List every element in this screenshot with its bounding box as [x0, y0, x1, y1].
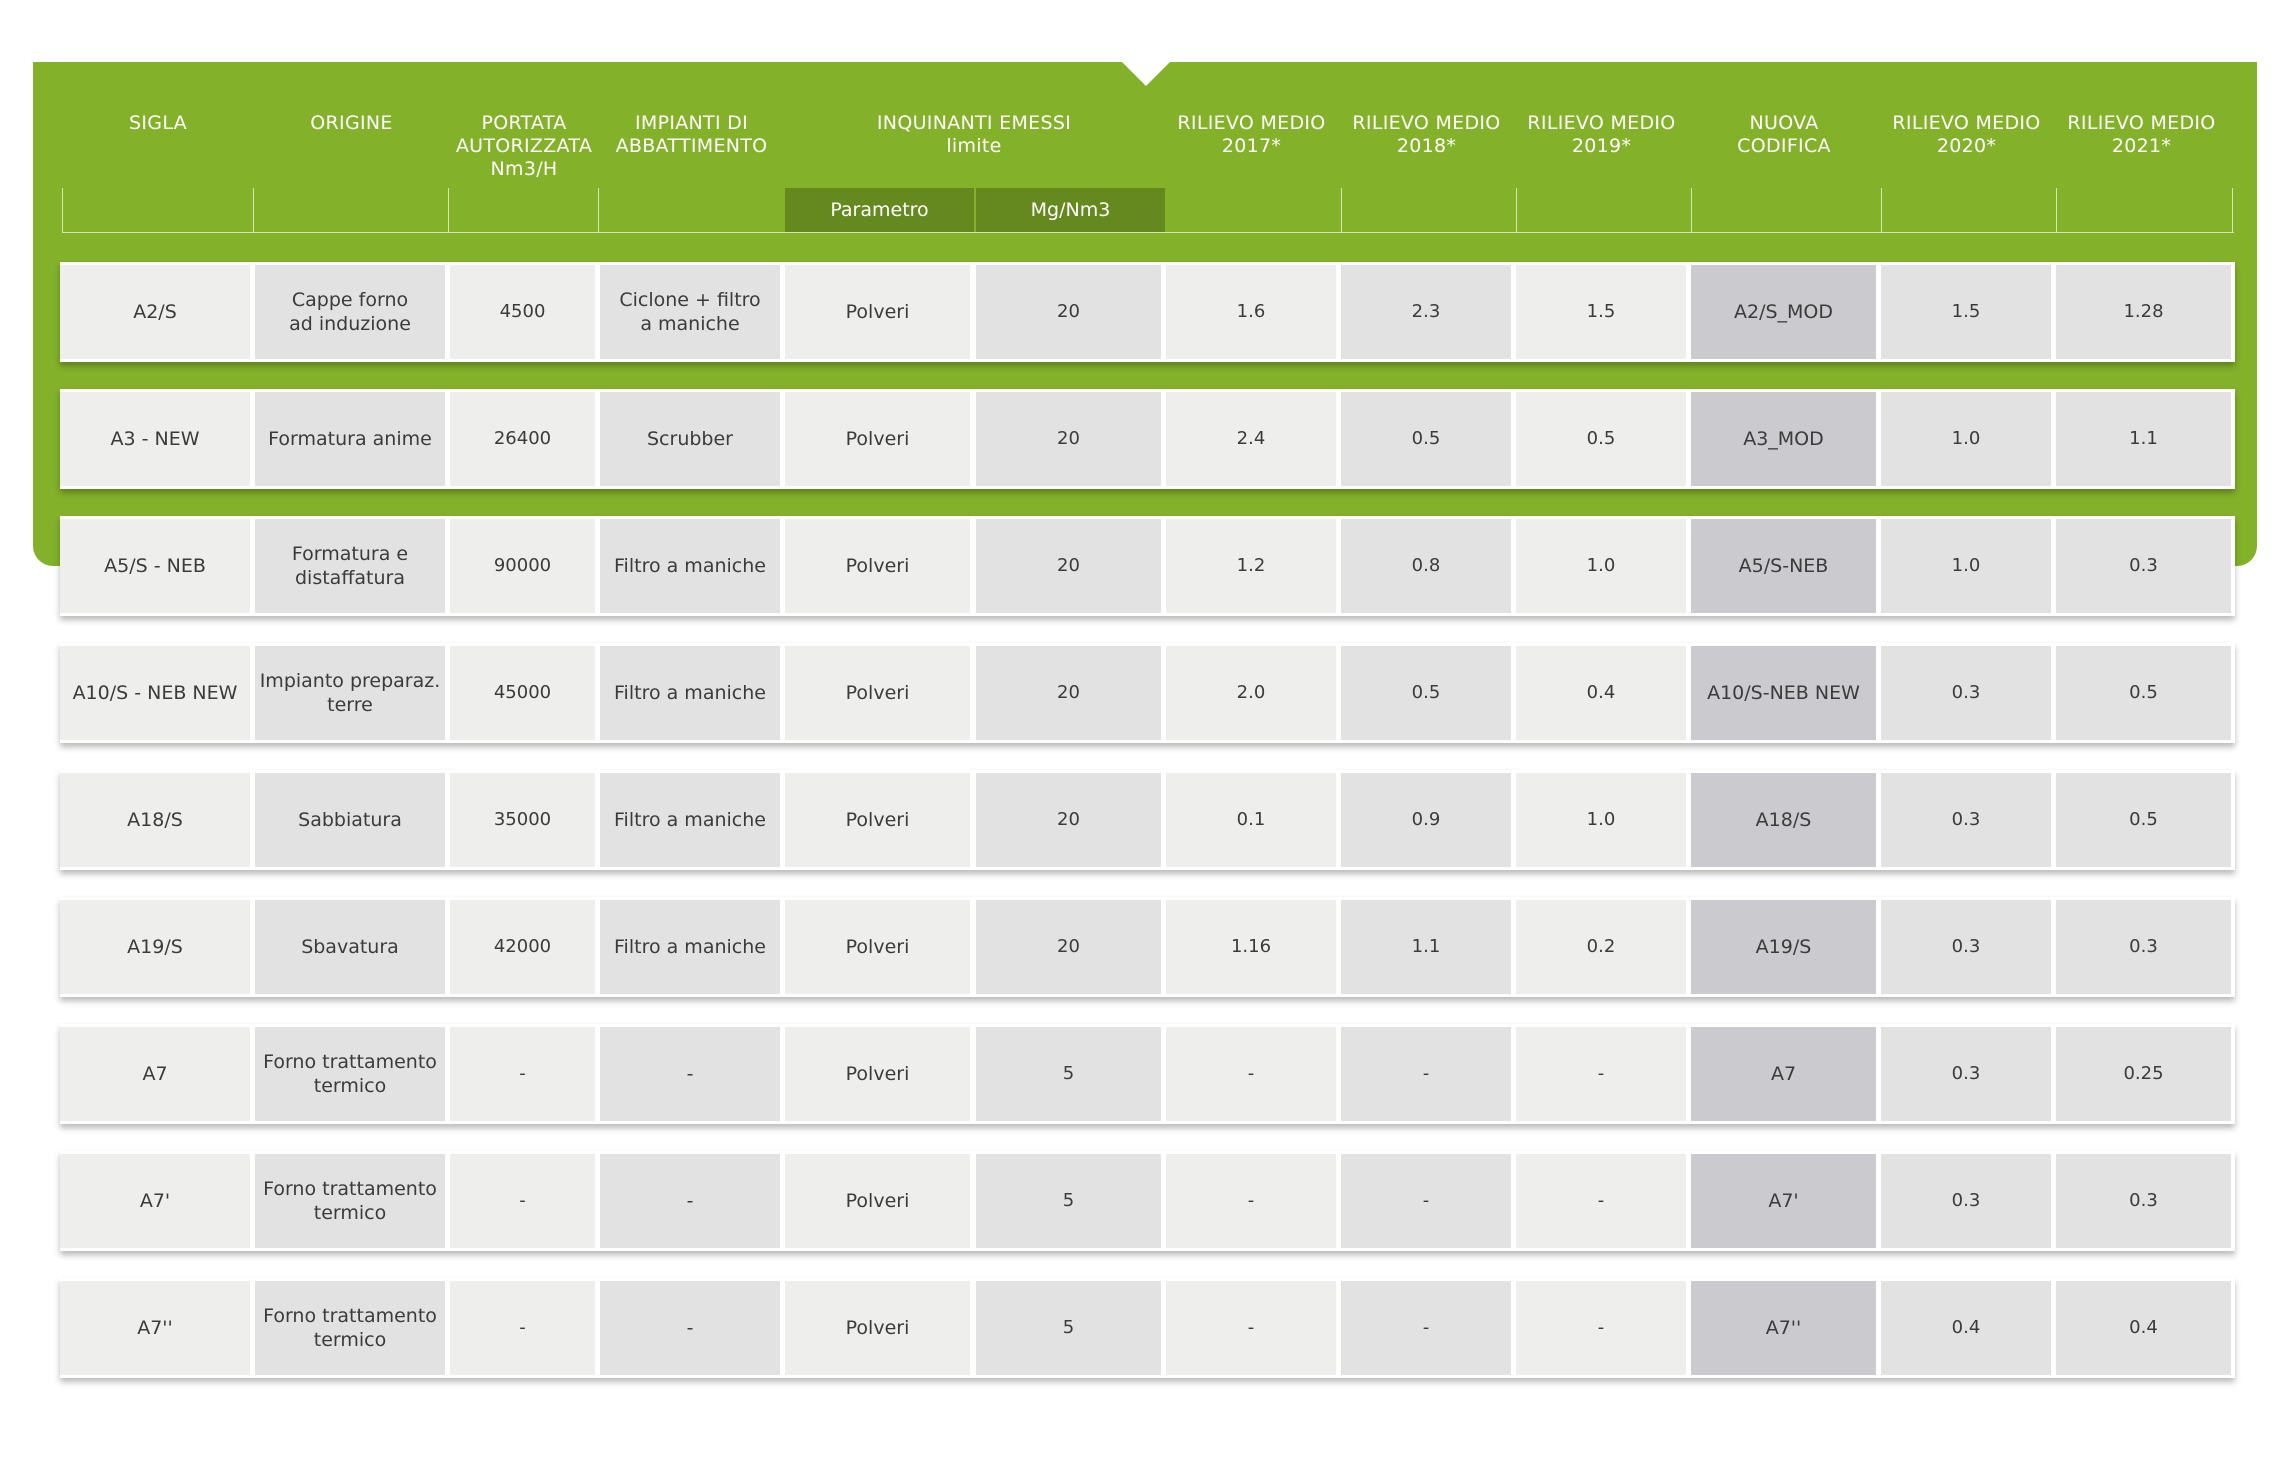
cell-nuova-codifica-text: A10/S-NEB NEW: [1707, 682, 1860, 704]
cell-rilievo-2018-text: -: [1422, 1063, 1430, 1084]
cell-rilievo-2017: [1166, 1281, 1336, 1375]
cell-origine-line: termico: [313, 1329, 387, 1351]
cell-rilievo-2020: [1881, 1281, 2051, 1375]
cell-origine-line: Forno trattamento: [263, 1305, 437, 1327]
cell-portata-text: -: [519, 1190, 526, 1211]
header-rilievo-2021: RILIEVO MEDIO 2021*: [2067, 112, 2216, 157]
cell-rilievo-2017: [1166, 773, 1336, 867]
cell-sigla: [60, 773, 250, 867]
cell-rilievo-2019: [1516, 646, 1686, 740]
cell-limite: [976, 773, 1161, 867]
cell-nuova-codifica: [1691, 1027, 1876, 1121]
cell-rilievo-2020-text: 1.0: [1951, 428, 1981, 449]
table-row: [60, 389, 2235, 489]
cell-impianti: [600, 646, 780, 740]
cell-rilievo-2020: [1881, 773, 2051, 867]
cell-sigla: [60, 265, 250, 359]
cell-parametro-text: Polveri: [845, 809, 910, 831]
cell-rilievo-2019: [1516, 900, 1686, 994]
cell-rilievo-2021-text: 0.5: [2129, 809, 2158, 830]
cell-origine-line: distaffatura: [294, 567, 405, 589]
cell-rilievo-2020-text: 1.0: [1951, 555, 1981, 576]
cell-origine-line: termico: [313, 1202, 387, 1224]
cell-rilievo-2021: [2056, 646, 2231, 740]
header-rilievo-2020: RILIEVO MEDIO 2020*: [1892, 112, 2041, 157]
cell-rilievo-2020: [1881, 646, 2051, 740]
cell-origine-line: ad induzione: [289, 313, 411, 335]
cell-nuova-codifica: [1691, 646, 1876, 740]
cell-rilievo-2018-text: -: [1422, 1317, 1430, 1338]
cell-rilievo-2021: [2056, 1027, 2231, 1121]
header-rilievo-2019: RILIEVO MEDIO 2019*: [1527, 112, 1676, 157]
cell-origine-line: terre: [327, 694, 373, 716]
cell-rilievo-2021-text: 0.25: [2123, 1063, 2164, 1084]
cell-sigla: [60, 1027, 250, 1121]
cell-origine-line: Forno trattamento: [263, 1051, 437, 1073]
cell-nuova-codifica: [1691, 1154, 1876, 1248]
cell-rilievo-2018-text: 0.5: [1411, 428, 1441, 449]
header-inquinanti: INQUINANTI EMESSI limite: [876, 112, 1072, 157]
cell-rilievo-2018: [1341, 900, 1511, 994]
cell-rilievo-2018: [1341, 265, 1511, 359]
cell-origine-line: Formatura e: [291, 543, 409, 565]
cell-origine: [255, 1281, 445, 1375]
cell-impianti: [600, 1154, 780, 1248]
cell-rilievo-2017: [1166, 1154, 1336, 1248]
cell-nuova-codifica: [1691, 773, 1876, 867]
cell-impianti: [600, 900, 780, 994]
cell-parametro: [785, 1154, 970, 1248]
cell-limite-text: 20: [1057, 555, 1080, 576]
cell-nuova-codifica-text: A19/S: [1755, 936, 1812, 958]
cell-origine: [255, 519, 445, 613]
cell-parametro: [785, 1027, 970, 1121]
table-row: [60, 897, 2235, 997]
cell-origine: [255, 773, 445, 867]
header-origine: ORIGINE: [310, 112, 393, 134]
cell-rilievo-2018-text: 0.9: [1411, 809, 1441, 830]
cell-impianti: [600, 392, 780, 486]
cell-sigla: [60, 1281, 250, 1375]
cell-portata-text: 4500: [499, 301, 546, 322]
cell-rilievo-2017: [1166, 646, 1336, 740]
cell-rilievo-2020: [1881, 1027, 2051, 1121]
cell-portata: [450, 392, 595, 486]
cell-rilievo-2017-text: -: [1247, 1063, 1255, 1084]
cell-rilievo-2021-text: 1.28: [2123, 301, 2164, 322]
cell-parametro-text: Polveri: [845, 936, 910, 958]
cell-rilievo-2017-text: 0.1: [1236, 809, 1266, 830]
cell-impianti-line: Scrubber: [647, 428, 733, 450]
cell-rilievo-2017: [1166, 265, 1336, 359]
cell-impianti-line: Filtro a maniche: [614, 555, 766, 577]
cell-rilievo-2021: [2056, 519, 2231, 613]
header-grid-line: [1516, 188, 1517, 232]
cell-rilievo-2017: [1166, 392, 1336, 486]
cell-parametro: [785, 773, 970, 867]
cell-origine: [255, 1154, 445, 1248]
cell-nuova-codifica-text: A7'': [1765, 1317, 1802, 1339]
cell-nuova-codifica-text: A18/S: [1755, 809, 1812, 831]
cell-portata-text: 90000: [493, 555, 552, 576]
cell-impianti-line: a maniche: [640, 313, 740, 335]
cell-rilievo-2017-text: -: [1247, 1317, 1255, 1338]
cell-origine: [255, 392, 445, 486]
cell-rilievo-2018: [1341, 1281, 1511, 1375]
cell-limite-text: 5: [1062, 1063, 1075, 1084]
cell-rilievo-2021-text: 0.5: [2129, 682, 2158, 703]
cell-parametro-text: Polveri: [845, 1063, 910, 1085]
cell-portata: [450, 1281, 595, 1375]
cell-portata: [450, 519, 595, 613]
cell-rilievo-2021-text: 0.3: [2129, 936, 2158, 957]
cell-limite-text: 20: [1057, 936, 1080, 957]
cell-parametro: [785, 265, 970, 359]
cell-origine: [255, 265, 445, 359]
cell-sigla: [60, 900, 250, 994]
cell-impianti: [600, 773, 780, 867]
cell-limite: [976, 392, 1161, 486]
cell-rilievo-2021: [2056, 773, 2231, 867]
table-row: [60, 1151, 2235, 1251]
cell-sigla-text: A2/S: [133, 301, 177, 323]
cell-origine: [255, 646, 445, 740]
table-row: [60, 516, 2235, 616]
header-rilievo-2018: RILIEVO MEDIO 2018*: [1352, 112, 1501, 157]
cell-portata-text: 35000: [493, 809, 552, 830]
cell-rilievo-2019: [1516, 1281, 1686, 1375]
cell-rilievo-2017-text: 1.2: [1236, 555, 1266, 576]
cell-rilievo-2021: [2056, 392, 2231, 486]
header-notch: [1122, 62, 1170, 86]
cell-rilievo-2019: [1516, 1027, 1686, 1121]
cell-sigla-text: A19/S: [127, 936, 183, 958]
cell-portata-text: 26400: [493, 428, 552, 449]
cell-portata: [450, 900, 595, 994]
header-grid-line: [1691, 188, 1692, 232]
cell-rilievo-2017-text: 2.0: [1236, 682, 1266, 703]
cell-nuova-codifica-text: A2/S_MOD: [1733, 301, 1834, 323]
cell-nuova-codifica-text: A7': [1768, 1190, 1799, 1212]
cell-impianti-line: -: [686, 1190, 694, 1212]
header-portata: PORTATA AUTORIZZATA Nm3/H: [455, 112, 593, 180]
header-grid-line: [1341, 188, 1342, 232]
cell-parametro-text: Polveri: [845, 1317, 910, 1339]
subheader-parametro: Parametro: [785, 188, 974, 232]
subheader-unita: Mg/Nm3: [976, 188, 1165, 232]
cell-limite: [976, 1281, 1161, 1375]
cell-portata: [450, 1154, 595, 1248]
cell-rilievo-2019-text: -: [1597, 1317, 1605, 1338]
cell-rilievo-2018-text: 0.5: [1411, 682, 1441, 703]
cell-origine-line: Sabbiatura: [298, 809, 402, 831]
cell-parametro-text: Polveri: [845, 555, 910, 577]
cell-rilievo-2020-text: 0.3: [1951, 1063, 1981, 1084]
cell-rilievo-2019-text: 1.0: [1586, 809, 1616, 830]
cell-limite-text: 5: [1062, 1317, 1075, 1338]
table-row: [60, 770, 2235, 870]
cell-impianti-line: Ciclone + filtro: [619, 289, 761, 311]
cell-rilievo-2017: [1166, 900, 1336, 994]
cell-rilievo-2018-text: 1.1: [1411, 936, 1441, 957]
cell-rilievo-2021-text: 1.1: [2129, 428, 2158, 449]
table-row: [60, 262, 2235, 362]
cell-rilievo-2020-text: 1.5: [1951, 301, 1981, 322]
cell-parametro: [785, 646, 970, 740]
cell-portata: [450, 646, 595, 740]
cell-rilievo-2019-text: -: [1597, 1190, 1605, 1211]
cell-impianti-line: -: [686, 1317, 694, 1339]
cell-rilievo-2020-text: 0.3: [1951, 936, 1981, 957]
cell-rilievo-2017-text: 1.16: [1230, 936, 1272, 957]
cell-portata-text: 42000: [493, 936, 552, 957]
cell-rilievo-2018-text: 0.8: [1411, 555, 1441, 576]
cell-rilievo-2019: [1516, 519, 1686, 613]
cell-sigla: [60, 1154, 250, 1248]
cell-rilievo-2019: [1516, 392, 1686, 486]
cell-rilievo-2018-text: -: [1422, 1190, 1430, 1211]
cell-rilievo-2019-text: -: [1597, 1063, 1605, 1084]
cell-rilievo-2020: [1881, 519, 2051, 613]
cell-limite: [976, 646, 1161, 740]
cell-rilievo-2018: [1341, 519, 1511, 613]
header-impianti: IMPIANTI DI ABBATTIMENTO: [615, 112, 768, 157]
cell-origine-line: Sbavatura: [301, 936, 399, 958]
cell-limite: [976, 1154, 1161, 1248]
cell-origine-line: Cappe forno: [291, 289, 409, 311]
cell-sigla-text: A10/S - NEB NEW: [72, 682, 238, 704]
cell-rilievo-2019: [1516, 773, 1686, 867]
cell-impianti: [600, 265, 780, 359]
cell-rilievo-2019: [1516, 1154, 1686, 1248]
cell-origine: [255, 900, 445, 994]
cell-rilievo-2020: [1881, 900, 2051, 994]
cell-parametro: [785, 392, 970, 486]
cell-rilievo-2021-text: 0.3: [2129, 555, 2158, 576]
header-grid-line: [598, 188, 599, 232]
header-grid-line: [62, 188, 63, 232]
cell-rilievo-2019-text: 1.5: [1586, 301, 1616, 322]
cell-limite-text: 20: [1057, 301, 1080, 322]
cell-sigla-text: A7': [139, 1190, 171, 1212]
cell-portata-text: 45000: [493, 682, 552, 703]
cell-nuova-codifica: [1691, 265, 1876, 359]
cell-nuova-codifica-text: A5/S-NEB: [1738, 555, 1829, 577]
cell-rilievo-2018: [1341, 392, 1511, 486]
cell-rilievo-2020-text: 0.3: [1951, 809, 1981, 830]
cell-portata: [450, 773, 595, 867]
cell-impianti: [600, 519, 780, 613]
cell-limite: [976, 900, 1161, 994]
cell-nuova-codifica-text: A7: [1770, 1063, 1797, 1085]
cell-parametro: [785, 519, 970, 613]
table-row: [60, 1024, 2235, 1124]
cell-sigla-text: A7'': [137, 1317, 173, 1339]
cell-impianti-line: Filtro a maniche: [614, 809, 766, 831]
cell-rilievo-2021: [2056, 900, 2231, 994]
cell-portata-text: -: [519, 1317, 526, 1338]
cell-nuova-codifica: [1691, 900, 1876, 994]
cell-impianti: [600, 1281, 780, 1375]
cell-rilievo-2020-text: 0.4: [1951, 1317, 1981, 1338]
header-grid-line: [448, 188, 449, 232]
cell-origine-line: Impianto preparaz.: [259, 670, 441, 692]
cell-sigla: [60, 519, 250, 613]
cell-parametro-text: Polveri: [845, 301, 910, 323]
cell-rilievo-2017-text: 1.6: [1236, 301, 1266, 322]
cell-rilievo-2017: [1166, 519, 1336, 613]
cell-rilievo-2020-text: 0.3: [1951, 1190, 1981, 1211]
cell-impianti: [600, 1027, 780, 1121]
cell-origine-line: termico: [313, 1075, 387, 1097]
cell-sigla-text: A7: [142, 1063, 168, 1085]
cell-rilievo-2021-text: 0.4: [2129, 1317, 2158, 1338]
cell-sigla: [60, 392, 250, 486]
cell-rilievo-2018: [1341, 1154, 1511, 1248]
cell-sigla: [60, 646, 250, 740]
cell-rilievo-2018: [1341, 1027, 1511, 1121]
cell-parametro: [785, 900, 970, 994]
cell-limite-text: 20: [1057, 809, 1080, 830]
header-rilievo-2017: RILIEVO MEDIO 2017*: [1177, 112, 1326, 157]
cell-rilievo-2018-text: 2.3: [1411, 301, 1441, 322]
table-row: [60, 643, 2235, 743]
cell-rilievo-2017: [1166, 1027, 1336, 1121]
cell-origine-line: Forno trattamento: [263, 1178, 437, 1200]
cell-rilievo-2019-text: 0.4: [1586, 682, 1616, 703]
header-grid-line: [2232, 188, 2233, 232]
cell-parametro-text: Polveri: [845, 682, 910, 704]
cell-parametro-text: Polveri: [845, 1190, 910, 1212]
cell-limite: [976, 1027, 1161, 1121]
cell-rilievo-2019-text: 0.2: [1586, 936, 1616, 957]
cell-sigla-text: A18/S: [127, 809, 183, 831]
cell-rilievo-2020: [1881, 1154, 2051, 1248]
table-row: [60, 1278, 2235, 1378]
cell-parametro-text: Polveri: [845, 428, 910, 450]
cell-rilievo-2021: [2056, 1154, 2231, 1248]
cell-portata-text: -: [519, 1063, 526, 1084]
cell-rilievo-2018: [1341, 773, 1511, 867]
cell-nuova-codifica: [1691, 392, 1876, 486]
cell-nuova-codifica: [1691, 519, 1876, 613]
cell-rilievo-2020: [1881, 392, 2051, 486]
cell-rilievo-2018: [1341, 646, 1511, 740]
cell-nuova-codifica-text: A3_MOD: [1743, 428, 1824, 450]
cell-rilievo-2017-text: 2.4: [1236, 428, 1266, 449]
cell-rilievo-2019: [1516, 265, 1686, 359]
header-nuova-codifica: NUOVA CODIFICA: [1737, 112, 1831, 157]
cell-nuova-codifica: [1691, 1281, 1876, 1375]
cell-parametro: [785, 1281, 970, 1375]
cell-impianti-line: Filtro a maniche: [614, 682, 766, 704]
cell-rilievo-2021: [2056, 1281, 2231, 1375]
cell-rilievo-2021-text: 0.3: [2129, 1190, 2158, 1211]
cell-limite-text: 5: [1062, 1190, 1075, 1211]
cell-origine: [255, 1027, 445, 1121]
header-grid-line: [1881, 188, 1882, 232]
cell-rilievo-2020: [1881, 265, 2051, 359]
cell-sigla-text: A3 - NEW: [110, 428, 200, 450]
header-sigla: SIGLA: [129, 112, 187, 134]
cell-sigla-text: A5/S - NEB: [104, 555, 206, 577]
cell-limite: [976, 519, 1161, 613]
cell-rilievo-2020-text: 0.3: [1951, 682, 1981, 703]
header-divider: [62, 232, 2234, 233]
cell-origine-line: Formatura anime: [268, 428, 432, 450]
cell-limite-text: 20: [1057, 428, 1080, 449]
header-grid-line: [253, 188, 254, 232]
header-grid-line: [2056, 188, 2057, 232]
cell-portata: [450, 1027, 595, 1121]
cell-rilievo-2019-text: 0.5: [1586, 428, 1616, 449]
cell-impianti-line: Filtro a maniche: [614, 936, 766, 958]
cell-impianti-line: -: [686, 1063, 694, 1085]
cell-limite-text: 20: [1057, 682, 1080, 703]
cell-rilievo-2021: [2056, 265, 2231, 359]
cell-rilievo-2019-text: 1.0: [1586, 555, 1616, 576]
cell-limite: [976, 265, 1161, 359]
cell-rilievo-2017-text: -: [1247, 1190, 1255, 1211]
cell-portata: [450, 265, 595, 359]
